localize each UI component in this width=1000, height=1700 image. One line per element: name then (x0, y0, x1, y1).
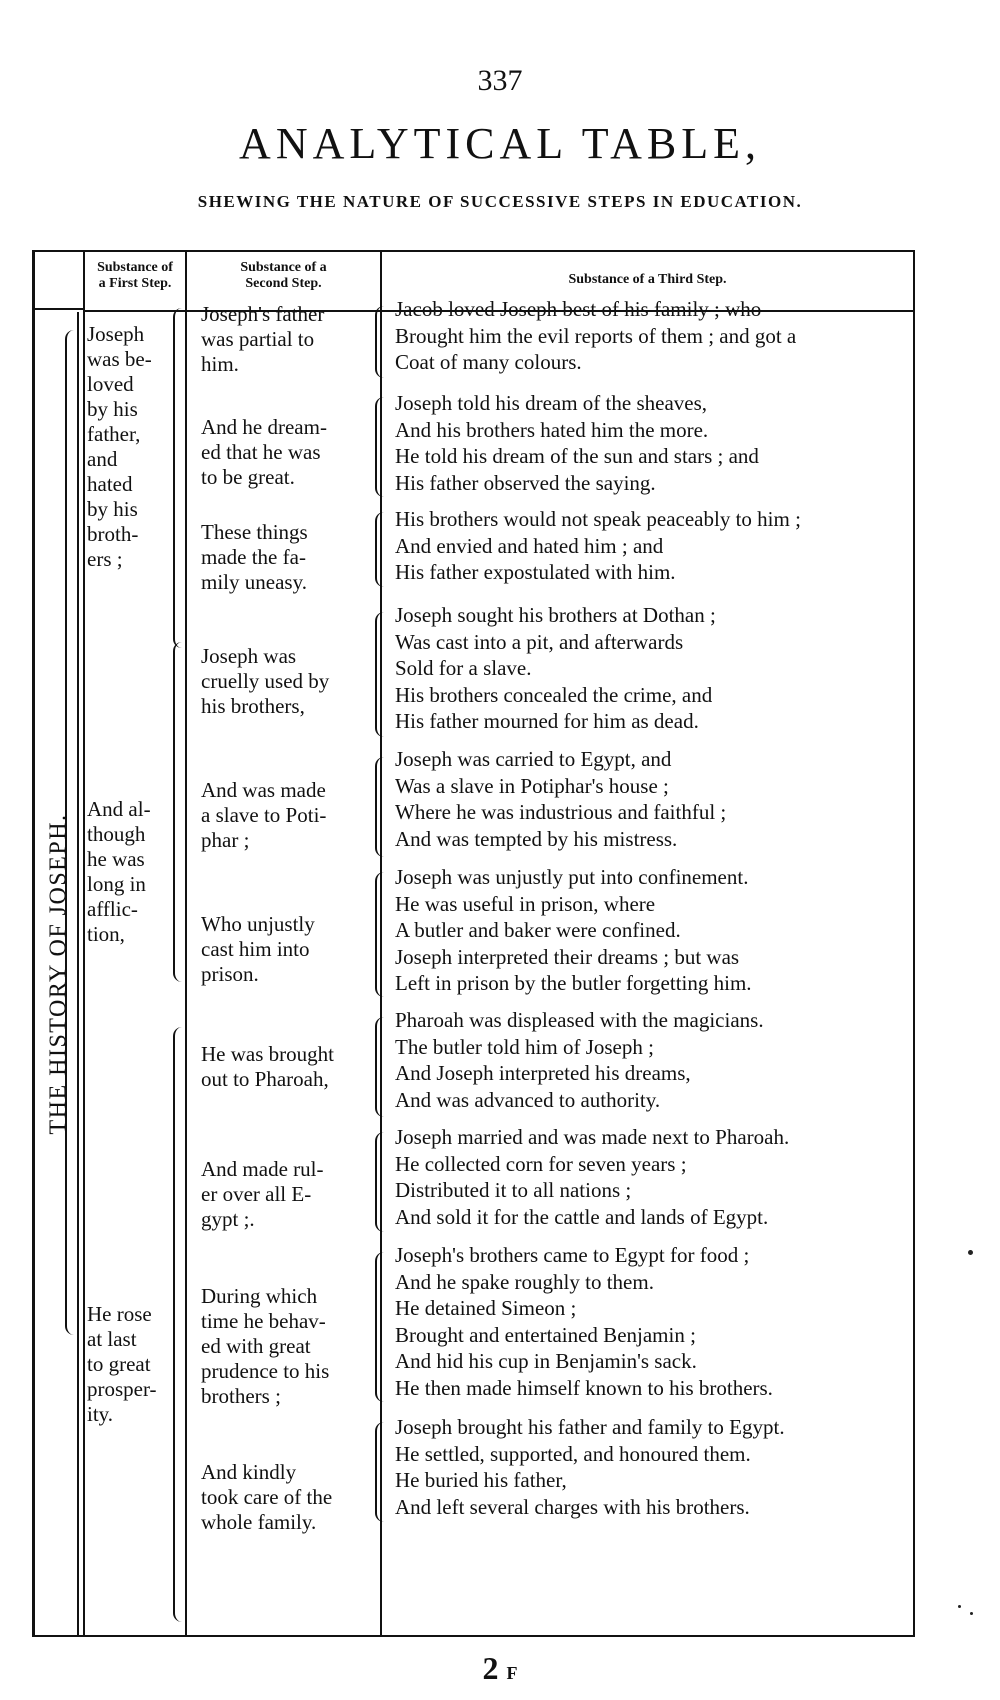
text-line: prudence to his (201, 1359, 330, 1383)
text-line: broth- (87, 522, 139, 546)
group-brace (375, 1017, 386, 1117)
text-line: And he dream- (201, 415, 327, 439)
signature-mark (0, 1650, 1000, 1687)
text-line: His father mourned for him as dead. (395, 709, 699, 733)
text-line: a slave to Poti- (201, 803, 327, 827)
text-line: him. (201, 352, 239, 376)
text-line: ers ; (87, 547, 123, 571)
text-line: Brought and entertained Benjamin ; (395, 1322, 696, 1347)
group-brace (173, 1027, 184, 1622)
column-rule (185, 252, 187, 1635)
text-line: And was advanced to authority. (395, 1087, 661, 1112)
page-subtitle: SHEWING THE NATURE OF SUCCESSIVE STEPS IN EDUCATION. (197, 192, 803, 211)
text-line: Joseph (87, 322, 145, 346)
text-line: cast him into (201, 937, 310, 961)
text-line: took care of the (201, 1485, 333, 1509)
text-line: phar ; (201, 828, 250, 852)
text-line: His father observed the saying. (395, 470, 656, 495)
group-brace (375, 1132, 386, 1232)
side-title: THE HISTORY OF JOSEPH. (45, 812, 72, 1135)
second-step-8 (201, 1157, 366, 1232)
text-line: And left several charges with his brothers. (395, 1494, 750, 1519)
text-line: And sold it for the cattle and lands of Egypt. (395, 1204, 769, 1229)
text-line: whole family. (201, 1510, 317, 1534)
text-line: And envied and hated him ; and (395, 533, 664, 558)
header-text: a First Step. (98, 276, 172, 291)
header-rule (35, 308, 83, 310)
text-line: Joseph was (201, 644, 297, 668)
text-line: Was cast into a pit, and afterwards (395, 629, 684, 654)
text-line: He rose (87, 1302, 152, 1326)
text-line: Who unjustly (201, 912, 315, 936)
text-line: And was made (201, 778, 326, 802)
text-line: father, (87, 422, 141, 446)
text-line: ity. (87, 1402, 114, 1426)
ink-speck (968, 1250, 973, 1255)
text-line: Coat of many colours. (395, 350, 582, 374)
text-line: Left in prison by the butler forgetting him. (395, 971, 752, 995)
second-step-3 (201, 520, 366, 595)
first-step-3 (87, 1302, 169, 1427)
ink-speck (970, 1612, 973, 1615)
text-line: He was brought (201, 1042, 334, 1066)
text-line: Joseph was carried to Egypt, and (395, 747, 672, 771)
text-line: Joseph's father (201, 302, 325, 326)
text-line: These things (201, 520, 308, 544)
text-line: hated (87, 472, 133, 496)
text-line: er over all E- (201, 1182, 312, 1206)
text-line: was be- (87, 347, 152, 371)
third-step-5 (395, 746, 915, 852)
group-brace (375, 1252, 386, 1402)
third-step-10 (395, 1414, 915, 1520)
header-text: Second Step. (245, 276, 322, 291)
group-brace (375, 612, 386, 737)
column-rule (83, 252, 85, 1635)
text-line: was partial to (201, 327, 315, 351)
text-line: His father expostulated with him. (395, 560, 676, 584)
text-line: Joseph was unjustly put into confinement. (395, 865, 749, 889)
ink-speck (958, 1605, 961, 1608)
third-step-9 (395, 1242, 915, 1401)
text-line: loved (87, 372, 134, 396)
text-line: The butler told him of Joseph ; (395, 1034, 654, 1059)
third-step-8 (395, 1124, 915, 1230)
second-step-5 (201, 778, 366, 853)
group-brace (375, 1422, 386, 1522)
header-third-step: Substance of a Third Step. (568, 272, 727, 287)
text-line: long in (87, 872, 146, 896)
text-line: He collected corn for seven years ; (395, 1151, 687, 1176)
text-line: During which (201, 1284, 318, 1308)
text-line: Joseph's brothers came to Egypt for food ; (395, 1243, 750, 1267)
text-line: Sold for a slave. (395, 656, 532, 680)
text-line: brothers ; (201, 1384, 281, 1408)
text-line: though (87, 822, 146, 846)
header-first-step (85, 260, 185, 292)
text-line: His brothers would not speak peaceably to him ; (395, 507, 801, 531)
text-line: cruelly used by (201, 669, 330, 693)
text-line: And al- (87, 797, 151, 821)
group-brace (173, 308, 184, 648)
text-line: Jacob loved Joseph best of his family ; who (395, 297, 762, 321)
first-step-1 (87, 322, 169, 572)
text-line: And his brothers hated him the more. (395, 417, 709, 442)
text-line: prosper- (87, 1377, 157, 1401)
group-brace (375, 397, 386, 497)
text-line: to be great. (201, 465, 295, 489)
text-line: He told his dream of the sun and stars ; and (395, 444, 759, 468)
text-line: He buried his father, (395, 1468, 567, 1492)
text-line: Joseph told his dream of the sheaves, (395, 391, 708, 415)
text-line: tion, (87, 922, 125, 946)
text-line: And hid his cup in Benjamin's sack. (395, 1349, 697, 1373)
text-line: and (87, 447, 118, 471)
signature-letter: F (506, 1663, 518, 1683)
text-line: He settled, supported, and honoured them. (395, 1441, 751, 1466)
third-step-6 (395, 864, 915, 997)
text-line: Joseph interpreted their dreams ; but was (395, 944, 740, 969)
text-line: And kindly (201, 1460, 297, 1484)
third-step-2 (395, 390, 915, 496)
text-line: And Joseph interpreted his dreams, (395, 1061, 691, 1085)
second-step-7 (201, 1042, 366, 1092)
analytical-table (32, 250, 915, 1637)
text-line: Where he was industrious and faithful ; (395, 800, 727, 824)
text-line: And was tempted by his mistress. (395, 826, 678, 851)
third-step-7 (395, 1007, 915, 1113)
text-line: to great (87, 1352, 151, 1376)
text-line: Distributed it to all nations ; (395, 1178, 632, 1202)
header-text: Substance of (97, 260, 173, 275)
header-second-step (187, 260, 380, 292)
text-line: He detained Simeon ; (395, 1296, 577, 1320)
second-step-4 (201, 644, 366, 719)
text-line: mily uneasy. (201, 570, 307, 594)
left-brace (65, 330, 76, 1335)
text-line: by his (87, 497, 138, 521)
second-step-1 (201, 302, 366, 377)
page-number: 337 (477, 64, 523, 97)
text-line: A butler and baker were confined. (395, 918, 681, 942)
text-line: His brothers concealed the crime, and (395, 682, 713, 707)
text-line: time he behav- (201, 1309, 326, 1333)
third-step-3 (395, 506, 915, 586)
text-line: And he spake roughly to them. (395, 1269, 654, 1294)
signature-number: 2 (482, 1650, 499, 1686)
text-line: afflic- (87, 897, 138, 921)
text-line: Brought him the evil reports of them ; and got a (395, 323, 797, 348)
text-line: Was a slave in Potiphar's house ; (395, 773, 669, 798)
group-brace (375, 306, 386, 378)
text-line: Joseph brought his father and family to Egypt. (395, 1415, 785, 1439)
group-brace (375, 512, 386, 587)
first-step-2 (87, 797, 169, 947)
group-brace (375, 757, 386, 857)
text-line: out to Pharoah, (201, 1067, 329, 1091)
third-step-1 (395, 296, 915, 376)
text-line: ed that he was (201, 440, 321, 464)
text-line: Pharoah was displeased with the magicians. (395, 1008, 764, 1032)
header-text: Substance of a (240, 260, 327, 275)
text-line: made the fa- (201, 545, 306, 569)
page-title: ANALYTICAL TABLE, (239, 119, 761, 168)
text-line: he was (87, 847, 145, 871)
text-line: He then made himself known to his brothers. (395, 1375, 773, 1400)
second-step-10 (201, 1460, 366, 1535)
text-line: Joseph sought his brothers at Dothan ; (395, 603, 716, 627)
second-step-6 (201, 912, 366, 987)
second-step-2 (201, 415, 366, 490)
text-line: Joseph married and was made next to Pharoah. (395, 1125, 790, 1149)
text-line: prison. (201, 962, 259, 986)
group-brace (173, 642, 184, 982)
text-line: And made rul- (201, 1157, 324, 1181)
text-line: his brothers, (201, 694, 305, 718)
text-line: He was useful in prison, where (395, 891, 656, 916)
third-step-4 (395, 602, 915, 735)
text-line: by his (87, 397, 138, 421)
text-line: gypt ;. (201, 1207, 255, 1231)
second-step-9 (201, 1284, 366, 1409)
text-line: ed with great (201, 1334, 311, 1358)
group-brace (375, 872, 386, 997)
text-line: at last (87, 1327, 137, 1351)
